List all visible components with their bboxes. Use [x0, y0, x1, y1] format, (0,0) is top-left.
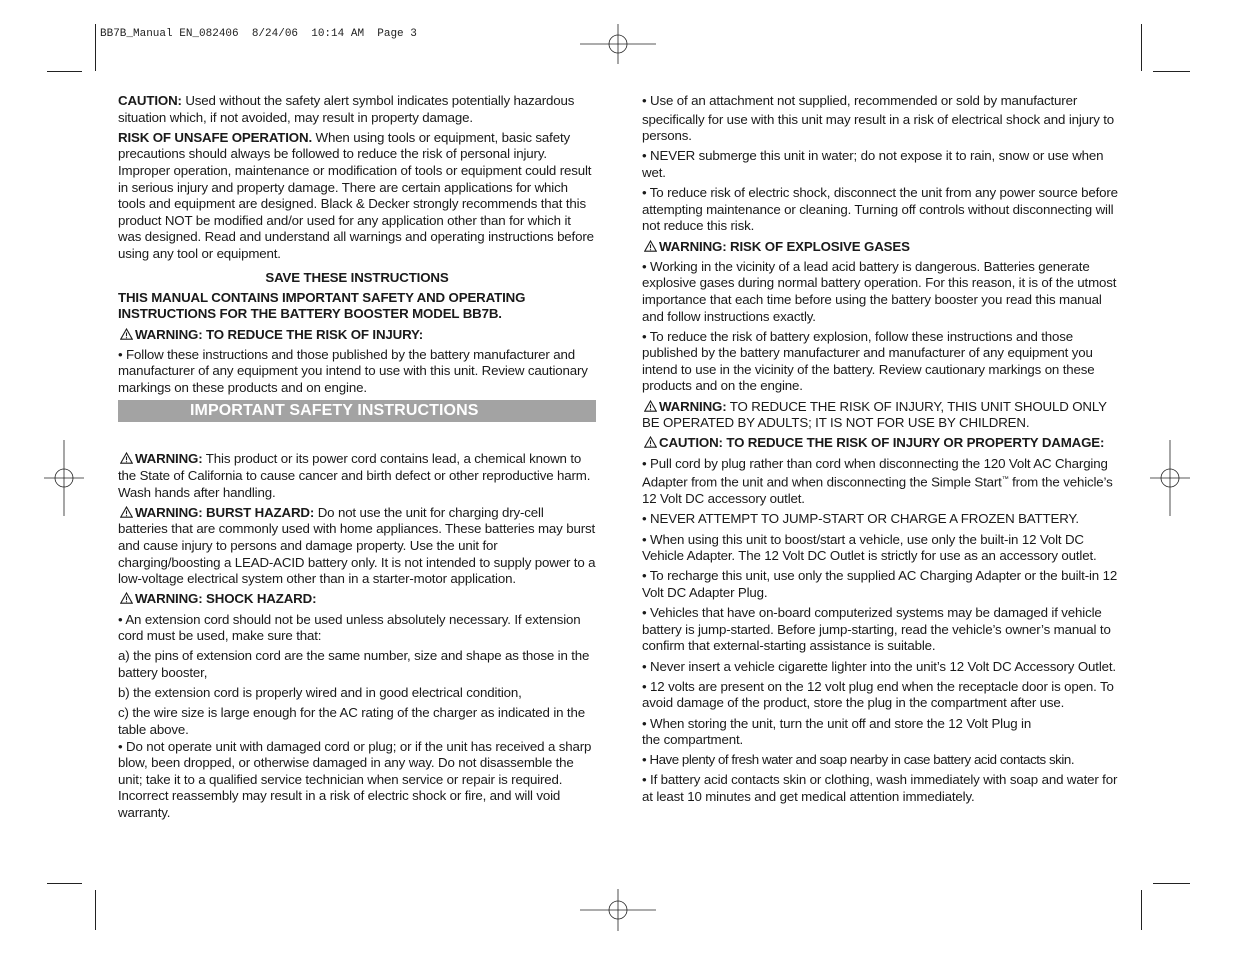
caution-paragraph [118, 93, 596, 126]
risk-text: When using tools or equipment, basic safety precautions should always be followed to reduce the risk of personal injury. Improper operation, maintenance or modification of tools or equipment could result in serious injury and property damage. There are certain applications for which tools and equipment are designed. Black & Decker strongly recommends that this product NOT be modified and/or used for any application other than for which it was designed. Read and understand all warnings and operating instructions before using any tool or equipment. [118, 129, 594, 261]
lead-warning-paragraph: WARNING: This product or its power cord contains lead, a chemical known to the State of California to cause cancer and birth defect or other reproductive harm. Wash hands after handling. [118, 451, 591, 500]
burst-hazard-paragraph: WARNING: BURST HAZARD: Do not use the unit for charging dry-cell batteries that are commonly used with home appliances. These batteries may burst and cause injury to persons and damage property. Use the unit for charging/boosting a LEAD-ACID battery only. It is not intended to supply power to a low-voltage electrical system other than in a starter-motor application. [118, 504, 596, 587]
crop-mark [1141, 890, 1142, 930]
extension-cord-paragraph: • An extension cord should not be used unless absolutely necessary. If extension cord must be used, make sure that: [118, 611, 581, 644]
extension-item-b: b) the extension cord is properly wired and in good electrical condition, [118, 685, 522, 701]
vicinity-paragraph: • Working in the vicinity of a lead acid battery is dangerous. Batteries generate explosive gases during normal battery operation. For this reason, it is of the utmost importance that each time before using the battery booster you read this manual and follow instructions exactly. [642, 258, 1117, 324]
save-instructions-heading: SAVE THESE INSTRUCTIONS [265, 269, 449, 285]
crop-mark [1153, 71, 1190, 72]
storing-line: • When storing the unit, turn the unit off and store the 12 Volt Plug in [642, 715, 1032, 731]
warning-triangle-icon [644, 400, 657, 412]
crop-mark [1153, 883, 1190, 884]
crop-mark [47, 883, 82, 884]
attachment-paragraph: specifically for use with this unit may result in a risk of electrical shock and injury to persons. [642, 111, 1115, 144]
adults-warning-paragraph: WARNING: TO REDUCE THE RISK OF INJURY, THIS UNIT SHOULD ONLY BE OPERATED BY ADULTS; IT IS NOT FOR USE BY CHILDREN. [642, 398, 1107, 431]
extension-item-c: c) the wire size is large enough for the AC rating of the charger as indicated in the table above. [118, 705, 585, 737]
frozen-battery-paragraph: • NEVER ATTEMPT TO JUMP-START OR CHARGE A FROZEN BATTERY. [642, 511, 1079, 527]
storing-line-2: the compartment. [642, 732, 744, 748]
boost-start-paragraph: • When using this unit to boost/start a vehicle, use only the built-in 12 Volt DC Vehicle Adapter. The 12 Volt DC Outlet is strictly for use as an accessory outlet. [642, 531, 1097, 564]
caution-text: Used without the safety alert symbol indicates potentially hazardous situation which, if not avoided, may result in property damage. [118, 93, 575, 125]
crop-mark [95, 890, 96, 930]
trademark-symbol: ™ [1001, 476, 1009, 484]
left-column [118, 93, 596, 825]
printer-slug-line: BB7B_Manual EN_082406 8/24/06 10:14 AM Page 3 [100, 28, 417, 40]
warning-triangle-icon [120, 328, 133, 340]
acid-contact-paragraph: • If battery acid contacts skin or clothing, wash immediately with soap and water for at least 10 minutes and get medical attention immediately. [642, 772, 1118, 805]
caution-label: CAUTION: [118, 93, 182, 108]
attachment-line: • Use of an attachment not supplied, recommended or sold by manufacturer [642, 93, 1078, 108]
shock-hazard-heading: WARNING: SHOCK HAZARD: [118, 591, 596, 608]
crosshair-registration-icon [580, 889, 656, 931]
crop-mark [47, 71, 82, 72]
twelve-volts-paragraph: • 12 volts are present on the 12 volt plug end when the receptacle door is open. To avoid damage of the product, store the plug in the compartment after use. [642, 678, 1114, 711]
section-banner: IMPORTANT SAFETY INSTRUCTIONS [118, 400, 596, 422]
crosshair-registration-icon [44, 440, 84, 516]
fresh-water-paragraph: • Have plenty of fresh water and soap nearby in case battery acid contacts skin. [642, 752, 1075, 768]
crosshair-registration-icon [1150, 440, 1190, 516]
explosion-paragraph: • To reduce the risk of battery explosion, follow these instructions and those published by the battery manufacturer and manufacturer of any equipment you intend to use in the vicinity of the battery. Review cautionary markings on these products and on the engine. [642, 328, 1095, 394]
caution-property-heading: CAUTION: TO REDUCE THE RISK OF INJURY OR PROPERTY DAMAGE: [642, 435, 1118, 452]
warning-injury-heading: WARNING: TO REDUCE THE RISK OF INJURY: [118, 327, 596, 344]
explosive-gases-heading: WARNING: RISK OF EXPLOSIVE GASES [642, 239, 1118, 256]
crop-mark [1141, 24, 1142, 71]
follow-instructions-paragraph: • Follow these instructions and those published by the battery manufacturer and manufacturer of any equipment you intend to use with this unit. Review cautionary markings on these products and on engine. [118, 346, 588, 395]
manual-contains-heading: THIS MANUAL CONTAINS IMPORTANT SAFETY AND OPERATING INSTRUCTIONS FOR THE BATTERY BOOSTER MODEL BB7B. [118, 289, 526, 322]
warning-triangle-icon [120, 592, 133, 604]
right-column [642, 93, 1118, 809]
damaged-cord-paragraph: • Do not operate unit with damaged cord or plug; or if the unit has received a sharp blow, been dropped, or otherwise damaged in any way. Do not disassemble the unit; take it to a qualified service technician when service or repair is required. Incorrect reassembly may result in a risk of electric shock or fire, and will void warranty. [118, 738, 592, 820]
crop-mark [95, 24, 96, 71]
submerge-paragraph: • NEVER submerge this unit in water; do not expose it to rain, snow or use when wet. [642, 148, 1104, 180]
risk-paragraph [118, 130, 596, 263]
risk-label: RISK OF UNSAFE OPERATION. [118, 129, 312, 145]
crosshair-registration-icon [580, 24, 656, 64]
warning-triangle-icon [644, 436, 657, 448]
disconnect-paragraph: • To reduce risk of electric shock, disconnect the unit from any power source before attempting maintenance or cleaning. Turning off controls without disconnecting will not reduce this risk. [642, 185, 1118, 234]
warning-triangle-icon [120, 506, 133, 518]
warning-triangle-icon [120, 452, 133, 464]
cigarette-lighter-paragraph: • Never insert a vehicle cigarette lighter into the unit’s 12 Volt DC Accessory Outlet. [642, 658, 1116, 674]
warning-triangle-icon [644, 240, 657, 252]
extension-item-a: a) the pins of extension cord are the same number, size and shape as those in the battery booster, [118, 648, 590, 680]
recharge-paragraph: • To recharge this unit, use only the supplied AC Charging Adapter or the built-in 12 Volt DC Adapter Plug. [642, 568, 1118, 600]
pull-cord-paragraph: • Pull cord by plug rather than cord when disconnecting the 120 Volt AC Charging Adapter from the unit and when disconnecting the Simple Start™ from the vehicle’s 12 Volt DC accessory outlet. [642, 455, 1113, 507]
computer-systems-paragraph: • Vehicles that have on-board computerized systems may be damaged if vehicle battery is jump-started. Before jump-starting, read the vehicle’s owner’s manual to confirm that external-starting assistance is suitable. [642, 605, 1111, 654]
